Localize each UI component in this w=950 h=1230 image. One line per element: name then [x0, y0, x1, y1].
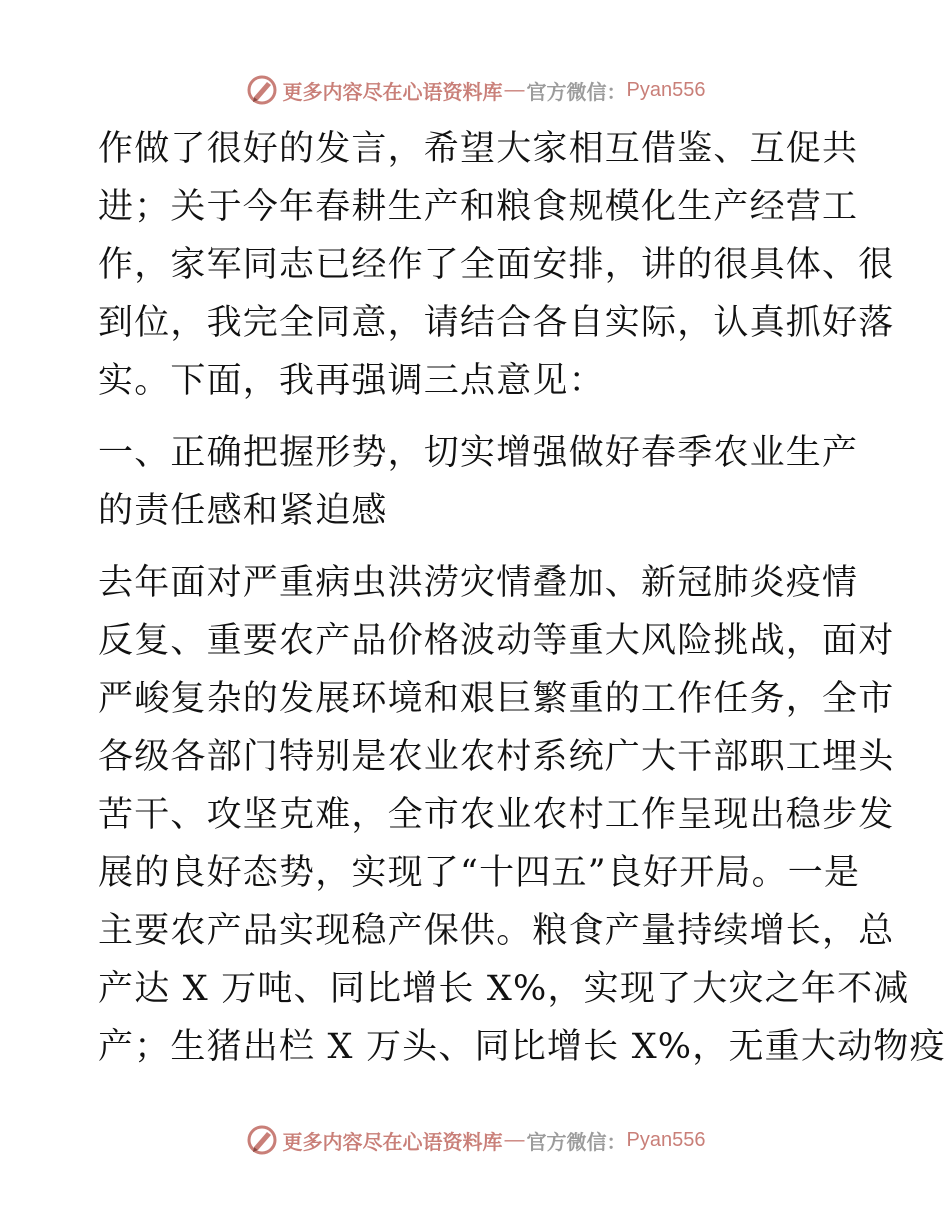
pen-circle-logo-icon [245, 73, 279, 107]
text-line: 去年面对严重病虫洪涝灾情叠加、新冠肺炎疫情 [98, 563, 859, 603]
document-body [98, 120, 946, 1076]
watermark-text: 更多内容尽在心语资料库 [282, 1129, 503, 1154]
paragraph-intro [98, 120, 895, 410]
text-line: 到位，我完全同意，请结合各自实际，认真抓好落 [98, 303, 895, 343]
watermark-dash: — [504, 1128, 525, 1151]
watermark-wechat-id: Pyan556 [626, 78, 706, 101]
text-line: 产；生猪出栏 X 万头、同比增长 X%，无重大动物疫 [98, 1027, 946, 1067]
paragraph-body [98, 554, 946, 1076]
text-line: 产达 X 万吨、同比增长 X%，实现了大灾之年不减 [98, 969, 910, 1009]
header-watermark [0, 70, 950, 110]
section-heading [98, 424, 858, 540]
watermark-dash: — [504, 78, 525, 101]
text-line: 展的良好态势，实现了“十四五”良好开局。一是 [98, 853, 861, 893]
text-line: 的责任感和紧迫感 [98, 491, 388, 531]
text-line: 实。下面，我再强调三点意见： [98, 361, 605, 401]
watermark-wechat-id: Pyan556 [626, 1128, 706, 1151]
text-line: 一、正确把握形势，切实增强做好春季农业生产 [98, 433, 859, 473]
text-line: 主要农产品实现稳产保供。粮食产量持续增长，总 [98, 911, 895, 951]
text-line: 进；关于今年春耕生产和粮食规模化生产经营工 [98, 187, 859, 227]
watermark-wechat-label: 官方微信： [526, 1129, 627, 1154]
watermark-wechat-label: 官方微信： [526, 79, 627, 104]
pen-circle-logo-icon [245, 1123, 279, 1157]
text-line: 作做了很好的发言，希望大家相互借鉴、互促共 [98, 129, 859, 169]
text-line: 苦干、攻坚克难，全市农业农村工作呈现出稳步发 [98, 795, 895, 835]
watermark-text: 更多内容尽在心语资料库 [282, 79, 503, 104]
text-line: 反复、重要农产品价格波动等重大风险挑战，面对 [98, 621, 895, 661]
footer-watermark [0, 1120, 950, 1160]
text-line: 作，家军同志已经作了全面安排，讲的很具体、很 [98, 245, 895, 285]
text-line: 严峻复杂的发展环境和艰巨繁重的工作任务，全市 [98, 679, 895, 719]
text-line: 各级各部门特别是农业农村系统广大干部职工埋头 [98, 737, 895, 777]
